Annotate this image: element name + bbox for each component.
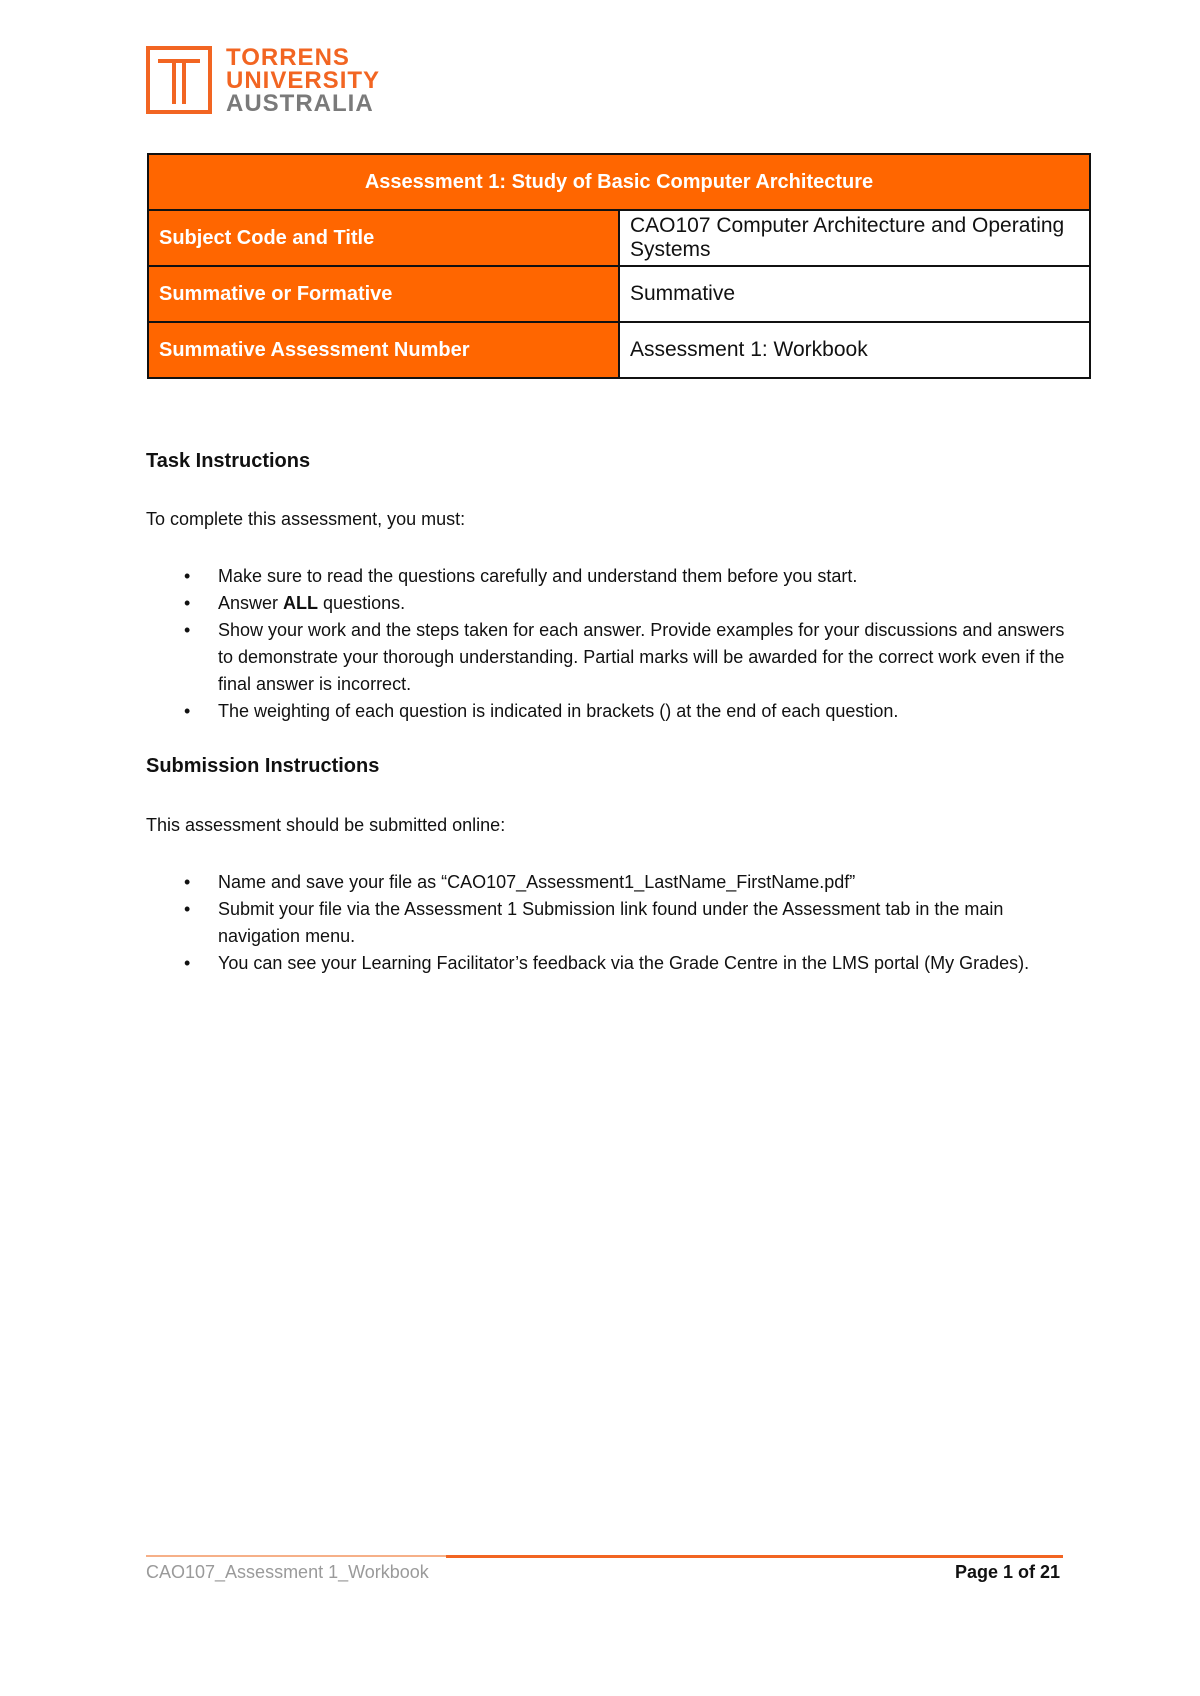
submission-bullet-list (146, 869, 1066, 977)
table-row (148, 210, 1090, 266)
list-item-text: You can see your Learning Facilitator’s feedback via the Grade Centre in the LMS portal (My Grades). (218, 953, 1030, 973)
list-item (146, 950, 1066, 977)
torrens-logo-icon (146, 46, 212, 114)
submission-instructions-heading: Submission Instructions (146, 755, 380, 777)
table-title-row (148, 154, 1090, 210)
logo-line-2: UNIVERSITY (226, 66, 381, 94)
list-item (146, 869, 1066, 896)
list-item-text-suffix: questions. (318, 593, 406, 613)
list-item (146, 590, 1066, 617)
university-logo (146, 44, 380, 116)
row-label-type: Summative or Formative (148, 266, 619, 322)
footer-page-number: Page 1 of 21 (954, 1562, 1060, 1582)
list-item-text-prefix: Answer (218, 593, 284, 613)
assessment-info-table (147, 153, 1091, 379)
submission-intro: This assessment should be submitted online: (146, 815, 506, 835)
footer-divider-left (146, 1555, 446, 1557)
list-item (146, 698, 1066, 725)
footer-document-name: CAO107_Assessment 1_Workbook (146, 1562, 429, 1582)
list-item-text: Make sure to read the questions carefully and understand them before you start. (218, 566, 858, 586)
list-item-emphasis: ALL (283, 593, 319, 613)
task-intro: To complete this assessment, you must: (146, 509, 466, 529)
row-value-subject: CAO107 Computer Architecture and Operating Systems (619, 210, 1090, 266)
list-item-text: The weighting of each question is indicated in brackets () at the end of each question. (218, 701, 899, 721)
row-label-subject: Subject Code and Title (148, 210, 619, 266)
table-row (148, 322, 1090, 378)
logo-line-3: AUSTRALIA (226, 89, 374, 117)
list-item-text: Name and save your file as “CAO107_Assessment1_LastName_FirstName.pdf” (218, 872, 856, 892)
row-value-number: Assessment 1: Workbook (619, 322, 1090, 378)
list-item-text: Show your work and the steps taken for each answer. Provide examples for your discussions and answers to demonstrate your thorough understanding. Partial marks will be awarded for the correct work even if the final answer is incorrect. (218, 620, 1065, 694)
list-item (146, 563, 1066, 590)
task-bullet-list (146, 563, 1066, 725)
list-item (146, 617, 1066, 698)
row-label-number: Summative Assessment Number (148, 322, 619, 378)
logo-line-1: TORRENS (226, 43, 350, 71)
footer-divider-right (446, 1555, 1063, 1558)
logo-wordmark (226, 43, 381, 117)
assessment-title: Assessment 1: Study of Basic Computer Architecture (148, 154, 1090, 210)
table-row (148, 266, 1090, 322)
task-instructions-heading: Task Instructions (146, 450, 311, 472)
row-value-type: Summative (619, 266, 1090, 322)
list-item-text: Submit your file via the Assessment 1 Submission link found under the Assessment tab in the main navigation menu. (218, 899, 1004, 946)
list-item (146, 896, 1066, 950)
